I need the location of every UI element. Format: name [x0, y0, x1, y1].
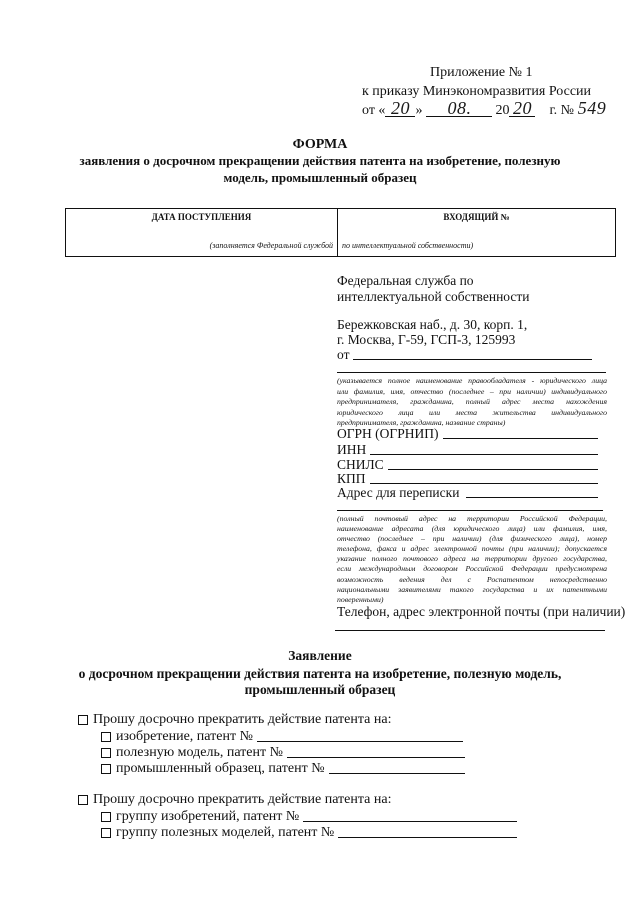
option-utility-model-group-patent-field[interactable]: [338, 837, 517, 838]
applicant-name-field-line2[interactable]: [337, 372, 606, 373]
request-group-2-checkbox[interactable]: [78, 795, 88, 805]
option-utility-model-group-label: группу полезных моделей, патент №: [116, 825, 335, 840]
hint-line: предпринимателя, гражданина, полный адрес места нахождения: [337, 397, 607, 406]
request-group-2-label: Прошу досрочно прекратить действие патента на:: [93, 792, 392, 807]
hint-line: указание полного почтового адреса на территории другого государства,: [337, 554, 607, 564]
inn-field[interactable]: [370, 454, 598, 455]
request-group-1-checkbox[interactable]: [78, 715, 88, 725]
option-utility-model-label: полезную модель, патент №: [116, 745, 283, 760]
hint-line: возможность ведения дел с Роспатентом непосредственно: [337, 574, 607, 584]
receipt-note-left: (заполняется Федеральной службой: [209, 241, 333, 250]
date-from-label: от «: [362, 103, 386, 118]
hint-line: (указывается полное наименование правообладателя - юридического лица: [337, 376, 607, 385]
ogrn-label: ОГРН (ОГРНИП): [337, 426, 439, 441]
hint-line: если международным договором Российской Федерации предусмотрена: [337, 564, 607, 574]
option-utility-model-row: [101, 745, 465, 761]
option-utility-model-patent-field[interactable]: [287, 757, 465, 758]
receipt-incoming-label: ВХОДЯЩИЙ №: [443, 212, 510, 222]
form-subtitle-line2: модель, промышленный образец: [223, 170, 417, 185]
ogrn-row: [337, 426, 598, 442]
date-year-field: [509, 100, 535, 117]
option-invention-group-patent-field[interactable]: [303, 821, 517, 822]
hint-line: или фамилия, имя, отчество (последнее – при наличии) индивидуального: [337, 386, 607, 396]
addressee-line2: интеллектуальной собственности: [337, 289, 530, 304]
receipt-date-cell[interactable]: [66, 209, 338, 256]
applicant-name-field[interactable]: [353, 359, 592, 360]
date-year-handwritten: 20: [512, 98, 532, 118]
snils-label: СНИЛС: [337, 457, 384, 472]
order-number-label: г. №: [549, 103, 574, 118]
order-number-field: [574, 100, 610, 117]
date-close-quote: »: [415, 103, 423, 118]
option-utility-model-group-row: [101, 825, 517, 841]
form-title: ФОРМА: [292, 137, 348, 152]
inn-label: ИНН: [337, 442, 367, 457]
kpp-label: КПП: [337, 471, 366, 486]
form-subtitle-line1: заявления о досрочном прекращении действия патента на изобретение, полезную: [79, 153, 561, 168]
hint-line: телефона, факса и адрес электронной почты (при наличии); допускается: [337, 544, 607, 554]
hint-line: отчество (последнее – при наличии) (для физического лица), номер: [337, 534, 607, 544]
applicant-name-hint: [337, 376, 607, 429]
contact-label: Телефон, адрес электронной почты (при наличии): [337, 604, 626, 619]
hint-line: предпринимателя, гражданина, название страны): [337, 418, 506, 427]
option-invention-group-checkbox[interactable]: [101, 812, 111, 822]
order-date-line: [362, 99, 610, 119]
date-year-printed: 20: [495, 103, 510, 118]
option-industrial-design-row: [101, 761, 465, 777]
statement-title: Заявление: [288, 648, 352, 663]
hint-line: национальными заявителями такого государства и их патентными: [337, 584, 607, 594]
receipt-box: [65, 208, 616, 257]
applicant-from-label: от: [337, 347, 350, 362]
addressee-line1: Федеральная служба по: [337, 273, 474, 288]
hint-line: юридического лица или места жительства индивидуального: [337, 407, 607, 417]
correspondence-address-label: Адрес для переписки: [337, 485, 460, 500]
option-industrial-design-patent-field[interactable]: [329, 773, 465, 774]
option-industrial-design-checkbox[interactable]: [101, 764, 111, 774]
statement-subtitle-line1: о досрочном прекращении действия патента на изобретение, полезную модель,: [78, 666, 562, 681]
receipt-date-label: ДАТА ПОСТУПЛЕНИЯ: [151, 212, 252, 222]
request-group-1: [78, 712, 391, 728]
appendix-label: Приложение № 1: [430, 65, 533, 80]
date-month-handwritten: 08.: [447, 98, 472, 118]
correspondence-address-field[interactable]: [466, 497, 598, 498]
hint-line: поверенными): [337, 594, 384, 604]
statement-subtitle-line2: промышленный образец: [244, 682, 396, 697]
option-invention-group-row: [101, 809, 517, 825]
hint-line: (полный почтовый адрес на территории Российской Федерации,: [337, 514, 607, 523]
option-industrial-design-label: промышленный образец, патент №: [116, 761, 325, 776]
request-group-1-label: Прошу досрочно прекратить действие патента на:: [93, 712, 392, 727]
applicant-from-row: [337, 347, 592, 363]
date-day-handwritten: 20: [390, 98, 410, 118]
receipt-incoming-cell[interactable]: [338, 209, 615, 256]
option-invention-group-label: группу изобретений, патент №: [116, 809, 300, 824]
date-month-field: [426, 100, 492, 117]
kpp-field[interactable]: [370, 483, 598, 484]
option-utility-model-checkbox[interactable]: [101, 748, 111, 758]
option-utility-model-group-checkbox[interactable]: [101, 828, 111, 838]
option-invention-checkbox[interactable]: [101, 732, 111, 742]
request-group-2: [78, 792, 391, 808]
order-number-handwritten: 549: [577, 98, 607, 118]
correspondence-address-field-line2[interactable]: [337, 510, 603, 511]
inn-row: [337, 442, 598, 458]
snils-field[interactable]: [388, 469, 598, 470]
receipt-note-right: по интеллектуальной собственности): [342, 241, 474, 250]
hint-line: наименование адресата (для юридического лица) или фамилия, имя,: [337, 524, 607, 534]
correspondence-address-hint: [337, 514, 607, 605]
correspondence-address-row: [337, 485, 598, 501]
contact-field[interactable]: [335, 630, 605, 631]
option-invention-patent-field[interactable]: [257, 741, 463, 742]
ogrn-field[interactable]: [443, 438, 599, 439]
option-invention-row: [101, 729, 463, 745]
order-reference: к приказу Минэкономразвития России: [362, 84, 592, 99]
addressee-address1: Бережковская наб., д. 30, корп. 1,: [337, 317, 528, 332]
date-day-field: [385, 100, 415, 117]
option-invention-label: изобретение, патент №: [116, 729, 253, 744]
addressee-address2: г. Москва, Г-59, ГСП-3, 125993: [337, 332, 516, 347]
